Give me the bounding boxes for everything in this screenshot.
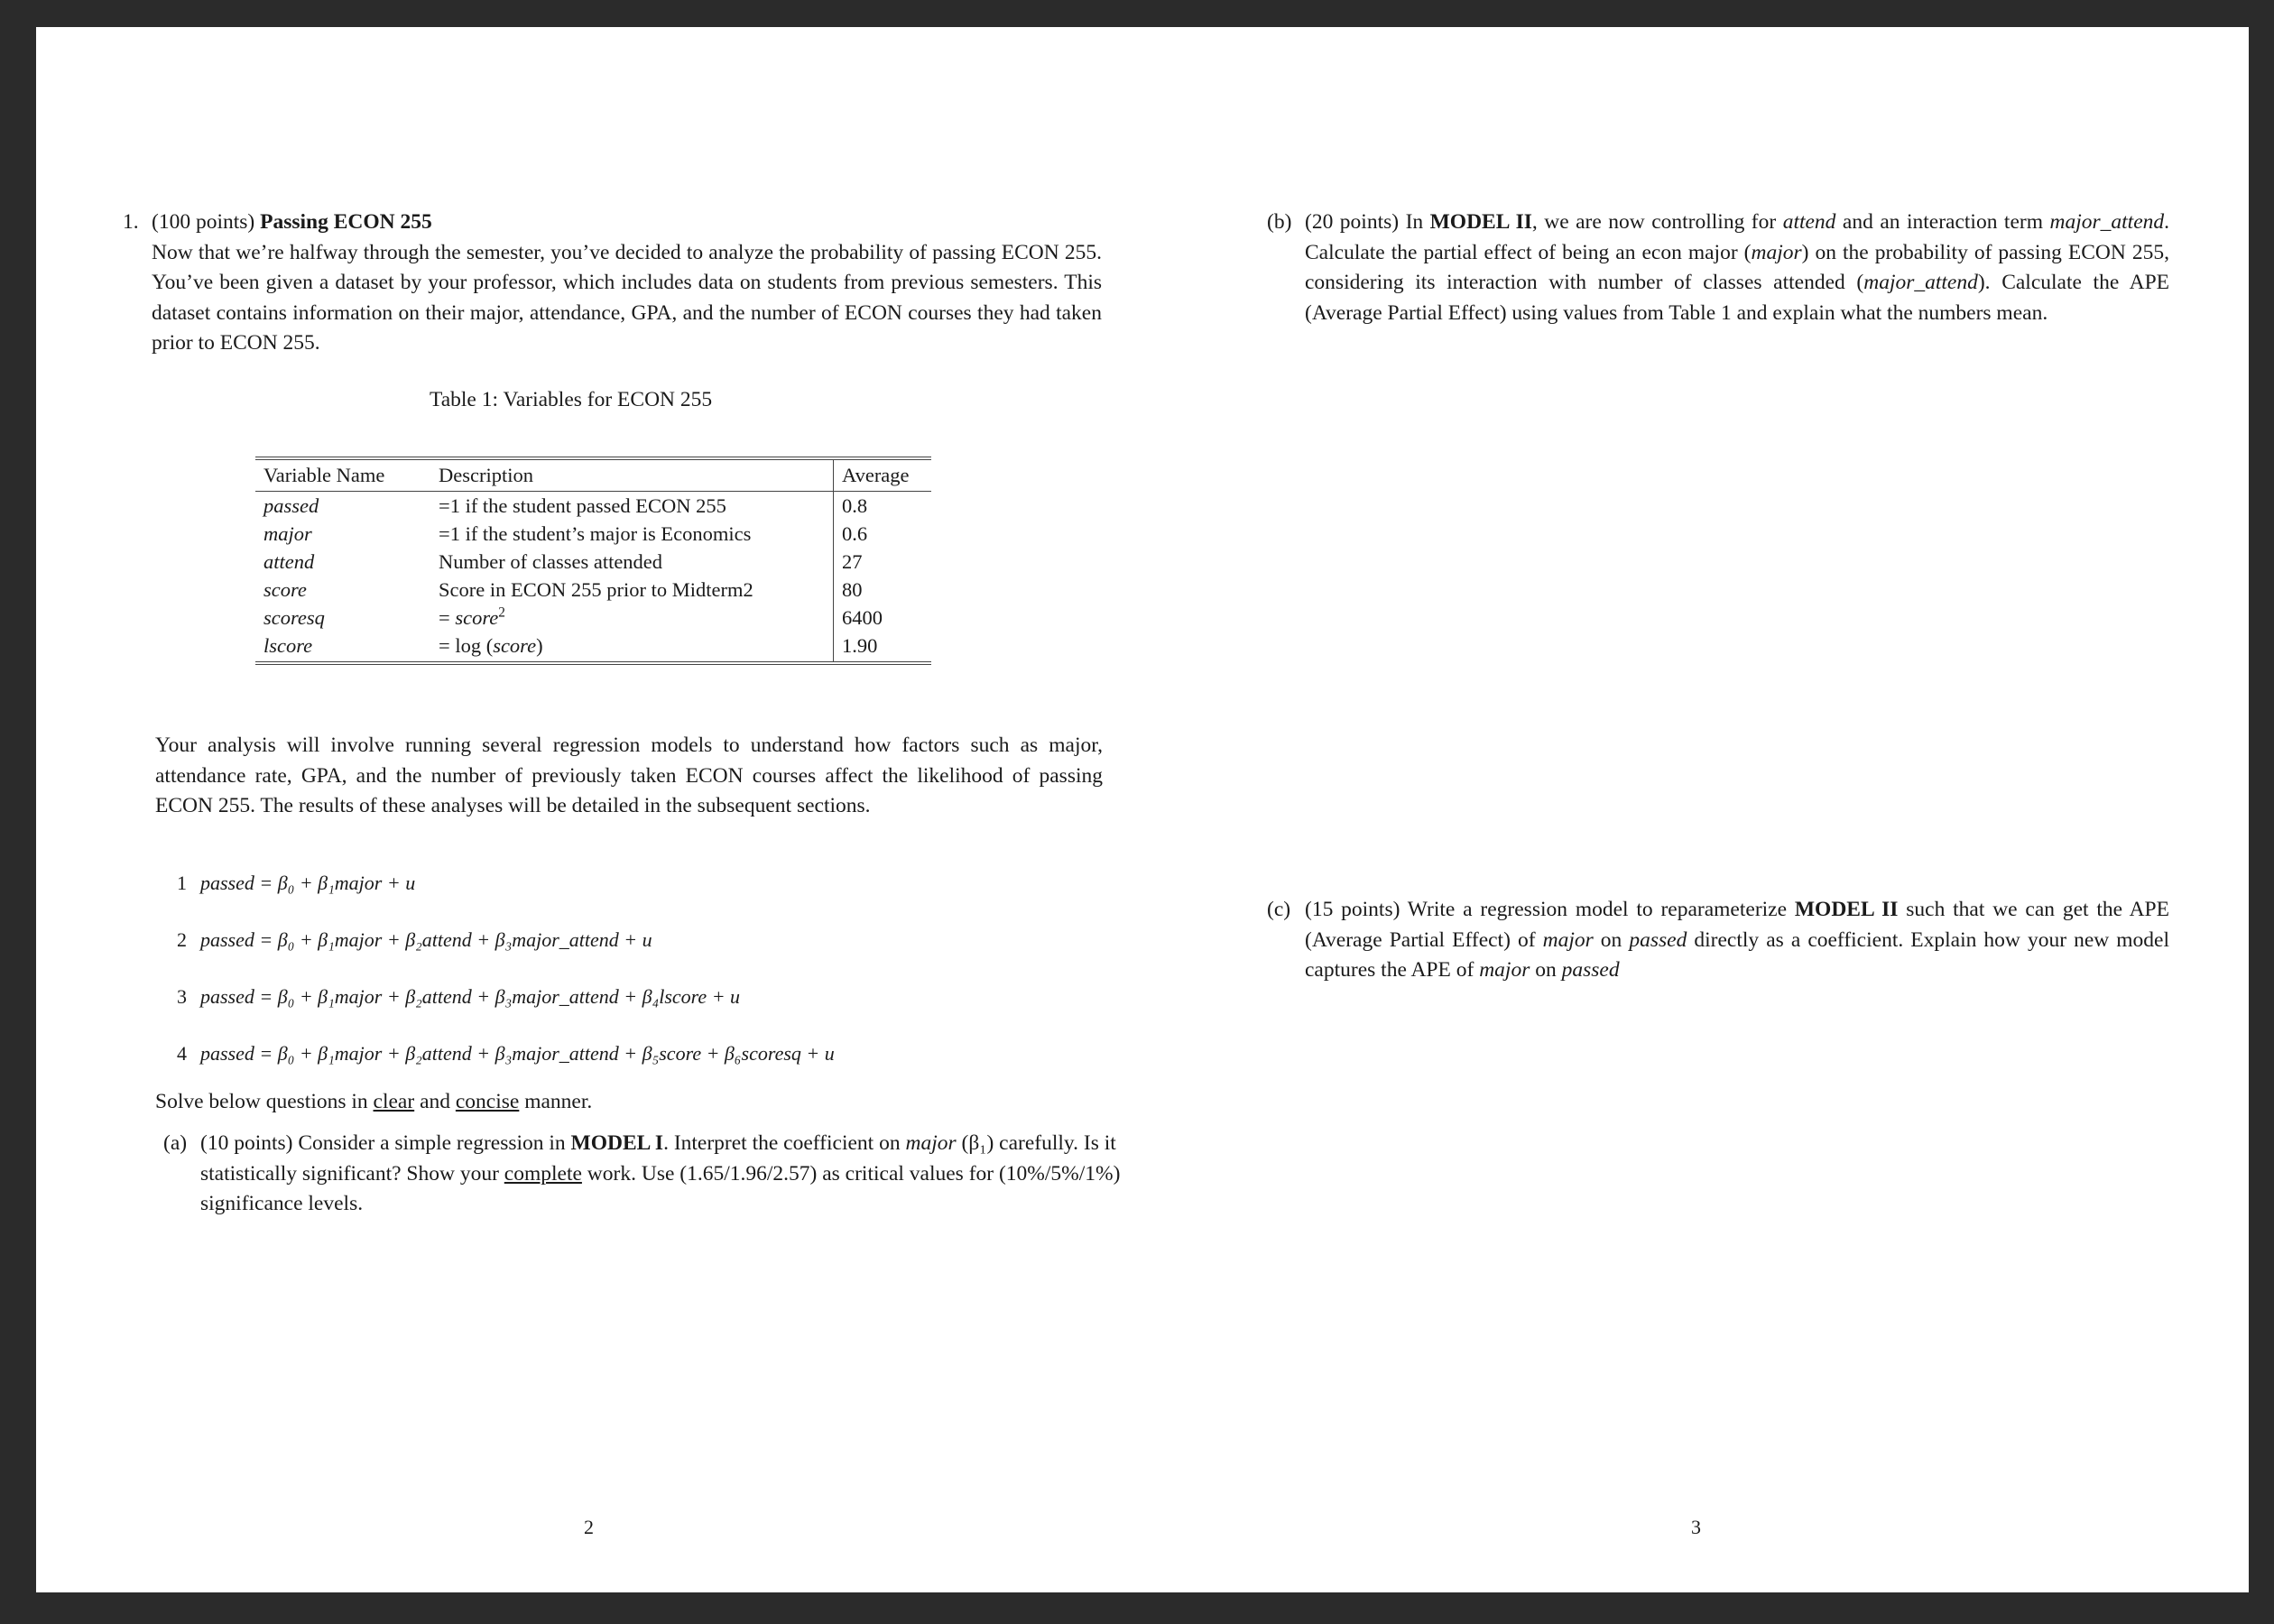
variable-average: 1.90 <box>834 632 932 663</box>
variable-average: 6400 <box>834 604 932 632</box>
table-header-row <box>255 458 931 492</box>
model-number: 4 <box>177 1042 187 1065</box>
question-number: 1. <box>123 210 139 234</box>
table-row <box>255 492 931 521</box>
model-number: 3 <box>177 985 187 1008</box>
model-equation: passed = β₀ + β₁major + u <box>200 872 416 894</box>
analysis-paragraph: Your analysis will involve running several regression models to understand how factors such as major, attendance rate, GPA, and the number of previously taken ECON courses affect the likelihood of passing ECON 255. The results of these analyses will be detailed in the subsequent sections. <box>155 734 1103 817</box>
question-label: (a) <box>163 1131 188 1155</box>
solve-instructions: Solve below questions in clear and concise manner. <box>155 1090 593 1113</box>
variable-name: scoresq <box>263 606 325 629</box>
table-row <box>255 632 931 663</box>
page-number: 3 <box>1691 1516 1701 1538</box>
table-row <box>255 604 931 632</box>
model-3 <box>177 985 740 1009</box>
table-caption: Table 1: Variables for ECON 255 <box>430 388 713 411</box>
page-2 <box>36 27 1142 1592</box>
question-label: (b) <box>1267 210 1292 234</box>
variable-description: = log (score) <box>430 632 834 663</box>
variable-description: =1 if the student passed ECON 255 <box>439 494 726 517</box>
question-c-text: (15 points) Write a regression model to reparameterize MODEL II such that we can get the APE (Average Partial Effect) of major on passed directly as a coefficient. Explain how your new model captures the APE of major on passed <box>1305 898 2170 982</box>
document-viewport <box>36 27 2249 1592</box>
variable-name: lscore <box>255 632 430 663</box>
question-label: (c) <box>1267 898 1291 921</box>
variable-name: major <box>263 522 312 545</box>
variable-description: =1 if the student’s major is Economics <box>439 522 752 545</box>
model-2 <box>177 928 652 952</box>
header-average: Average <box>834 458 932 492</box>
model-equation: passed = β₀ + β₁major + β₂attend + β₃major_attend + u <box>200 928 652 951</box>
question-points: (100 points) <box>152 210 255 234</box>
question-1-text <box>152 208 1102 359</box>
question-b-text: (20 points) In MODEL II, we are now controlling for attend and an interaction term major_attend. Calculate the partial effect of being an econ major (major) on the probability of passing ECON 255, considering its interaction with number of classes attended (major_attend). Calculate the APE (Average Partial Effect) using values from Table 1 and explain what the numbers mean. <box>1305 210 2169 325</box>
variable-average: 80 <box>834 576 932 604</box>
variable-average: 0.6 <box>834 520 932 548</box>
variable-description: Score in ECON 255 prior to Midterm2 <box>439 578 753 601</box>
header-variable-name: Variable Name <box>255 458 430 492</box>
model-number: 2 <box>177 928 187 951</box>
table-row <box>255 576 931 604</box>
table-row <box>255 548 931 576</box>
header-description: Description <box>430 458 834 492</box>
question-title: Passing ECON 255 <box>260 210 432 234</box>
page-number: 2 <box>584 1516 594 1538</box>
variable-name: passed <box>263 494 319 517</box>
variables-table <box>255 457 931 665</box>
variable-name: attend <box>263 550 315 573</box>
table-row <box>255 520 931 548</box>
model-number: 1 <box>177 872 187 894</box>
variable-name: score <box>263 578 307 601</box>
variable-average: 0.8 <box>834 492 932 521</box>
question-intro: Now that we’re halfway through the semester, you’ve decided to analyze the probability of passing ECON 255. You’ve been given a dataset by your professor, which includes data on students from previous semesters. This dataset contains information on their major, attendance, GPA, and the number of ECON courses they had taken prior to ECON 255. <box>152 240 1102 355</box>
model-1 <box>177 872 415 895</box>
question-a-text: (10 points) Consider a simple regression in MODEL I. Interpret the coefficient on major (β₁) carefully. Is it statistically significant? Show your complete work. Use (1.65/1.96/2.57) as critical values for (10%/5%/1%) significance levels. <box>200 1131 1121 1215</box>
model-equation: passed = β₀ + β₁major + β₂attend + β₃major_attend + β₅score + β₆scoresq + u <box>200 1042 835 1065</box>
variable-description: = score$^2$ <box>439 604 505 629</box>
variable-average: 27 <box>834 548 932 576</box>
model-4 <box>177 1042 835 1066</box>
variable-description: Number of classes attended <box>439 550 663 573</box>
model-equation: passed = β₀ + β₁major + β₂attend + β₃major_attend + β₄lscore + u <box>200 985 741 1008</box>
